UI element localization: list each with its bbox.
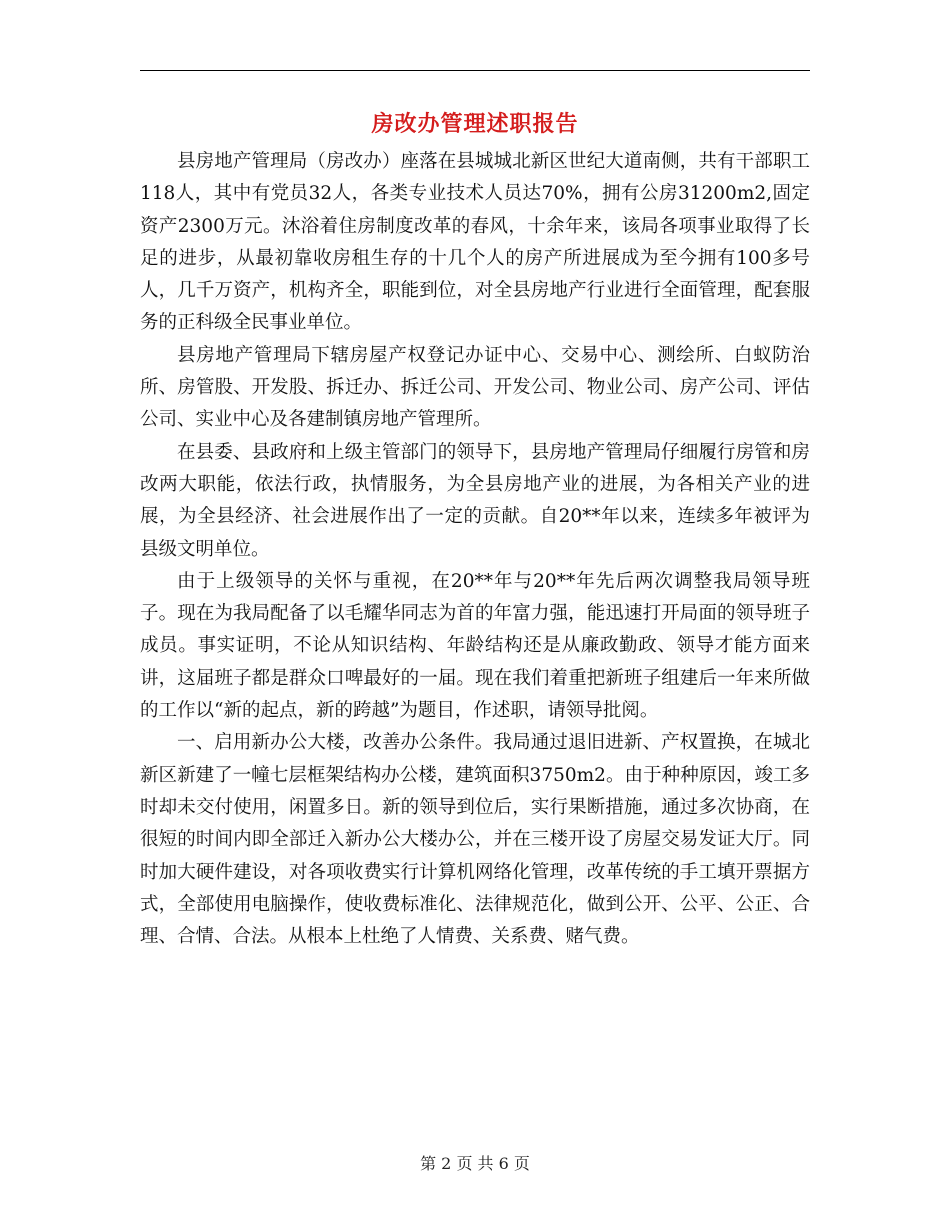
document-body xyxy=(140,146,810,953)
page-number: 第 2 页 共 6 页 xyxy=(420,1154,530,1173)
document-title: 房改办管理述职报告 xyxy=(371,111,579,137)
header-rule xyxy=(140,70,810,71)
paragraph: 县房地产管理局下辖房屋产权登记办证中心、交易中心、测绘所、白蚁防治所、房管股、开发股、拆迁办、拆迁公司、开发公司、物业公司、房产公司、评估公司、实业中心及各建制镇房地产管理所。 xyxy=(140,344,810,431)
paragraph: 由于上级领导的关怀与重视，在20**年与20**年先后两次调整我局领导班子。现在为我局配备了以毛耀华同志为首的年富力强，能迅速打开局面的领导班子成员。事实证明，不论从知识结构、年龄结构还是从廉政勤政、领导才能方面来讲，这届班子都是群众口啤最好的一届。现在我们着重把新班子组建后一年来所做的工作以“新的起点，新的跨越”为题目，作述职，请领导批阅。 xyxy=(140,570,810,722)
paragraph: 在县委、县政府和上级主管部门的领导下，县房地产管理局仔细履行房管和房改两大职能，依法行政，执情服务，为全县房地产业的进展，为各相关产业的进展，为全县经济、社会进展作出了一定的贡献。自20**年以来，连续多年被评为县级文明单位。 xyxy=(140,441,810,560)
paragraph: 一、启用新办公大楼，改善办公条件。我局通过退旧进新、产权置换，在城北新区新建了一幢七层框架结构办公楼，建筑面积3750m2。由于种种原因，竣工多时却未交付使用，闲置多日。新的领导到位后，实行果断措施，通过多次协商，在很短的时间内即全部迁入新办公大楼办公，并在三楼开设了房屋交易发证大厅。同时加大硬件建设，对各项收费实行计算机网络化管理，改革传统的手工填开票据方式，全部使用电脑操作，使收费标准化、法律规范化，做到公开、公平、公正、合理、合情、合法。从根本上杜绝了人情费、关系费、赌气费。 xyxy=(140,732,810,948)
paragraph: 县房地产管理局（房改办）座落在县城城北新区世纪大道南侧，共有干部职工118人，其中有党员32人，各类专业技术人员达70%，拥有公房31200m2,固定资产2300万元。沐浴着住房制度改革的春风，十余年来，该局各项事业取得了长足的进步，从最初靠收房租生存的十几个人的房产所进展成为至今拥有100多号人，几千万资产，机构齐全，职能到位，对全县房地产行业进行全面管理，配套服务的正科级全民事业单位。 xyxy=(140,151,810,334)
